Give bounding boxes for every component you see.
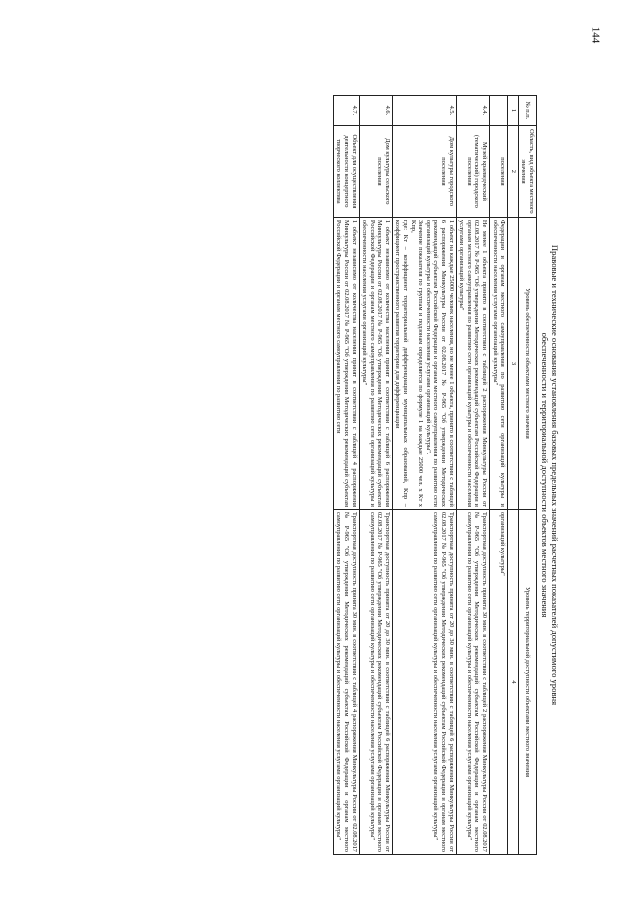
table-row [359, 96, 392, 855]
row-provision-cell [392, 217, 456, 509]
row-name: Объект для осуществления деятельности концертного творческого коллектива [333, 125, 359, 217]
row-access: Транспортная доступность принята 30 мин. в соответствии с таблицей 4 распоряжения Минкультуры России от 02.08.2017 № Р-965 "Об утверждении Методических рекомендаций субъектам Российской Федерации и органам местного самоуправления по развитию сети организаций культуры и обеспеченности населения услугами организаций культуры" [333, 509, 359, 854]
row-access: Транспортная доступность принята от 20 до 30 мин. в соответствии с таблицей 6 распоряжения Минкультуры России от 02.08.2017 № Р-965 "Об утверждении Методических рекомендаций субъектам Российской Федерации и органам местного самоуправления по развитию сети организаций культуры и обеспеченности населения услугами организаций культуры" [392, 509, 456, 854]
row-num: 4.5. [392, 96, 456, 126]
table-row [333, 96, 359, 855]
col-number: 4 [508, 509, 519, 854]
page-number-text: 144 [589, 26, 601, 44]
rotated-page-content [100, 95, 560, 855]
title-line-2: обеспеченности и территориальной доступности объектов местного значения [540, 332, 550, 618]
document-title [540, 95, 560, 855]
title-line-1: Правовые и технические основания установления базовых предельных значений расчетных показателей допустимого уровня [550, 244, 560, 706]
header-area: Область, вид объекта местного значения [518, 125, 536, 217]
row-num: 4.4. [456, 96, 489, 126]
header-num: № п.п. [518, 96, 536, 126]
row-num [490, 96, 508, 126]
page-number [585, 20, 605, 50]
row-num: 4.6. [359, 96, 392, 126]
table-row [456, 96, 489, 855]
document-body [90, 0, 570, 905]
row-provision: Федерации и органам местного самоуправления по развитию сети организаций культуры и обеспеченности населения услугами организаций культуры" [490, 217, 508, 509]
row-access: Транспортная доступность принята 30 мин. в соответствии с таблицей 2 распоряжения Минкультуры России от 02.08.2017 № Р-965 "Об утверждении Методических рекомендаций субъектам Российской Федерации и органам местного самоуправления по развитию сети организаций культуры и обеспеченности населения услугами организаций культуры" [456, 509, 489, 854]
col-number: 2 [508, 125, 519, 217]
col-number: 1 [508, 96, 519, 126]
row-provision: 1 объект независимо от количества населения принят в соответствии с таблицей 6 распоряжения Минкультуры России от 02.08.2017 № Р-965 "Об утверждении Методических рекомендаций субъектам Российской Федерации и органам местного самоуправления по развитию сети организаций культуры и обеспеченности населения услугами организаций культуры" [359, 217, 392, 509]
row-name: поселения [490, 125, 508, 217]
row-provision: 1 объект независимо от количества населения принят в соответствии с таблицей 4 распоряжения Минкультуры России от 02.08.2017 № Р-965 "Об утверждении Методических рекомендаций субъектам Российской Федерации и органам местного самоуправления по развитию сети [333, 217, 359, 509]
row-name: Музей краеведческий (тематический) городского поселения [456, 125, 489, 217]
row-provision: Не менее 1 объекта принято в соответствии с таблицей 2 распоряжения Минкультуры России от 02.08.2017 № Р-965 "Об утверждении Методических рекомендаций субъектам Российской Федерации и органам местного самоуправления по развитию сети организаций культуры и обеспеченности населения услугами организаций культуры" [456, 217, 489, 509]
row-access: Транспортная доступность принята от 20 до 30 мин. в соответствии с таблицей 6 распоряжения Минкультуры России от 02.08.2017 № Р-965 "Об утверждении Методических рекомендаций субъектам Российской Федерации и органам местного самоуправления по развитию сети организаций культуры и обеспеченности населения услугами организаций культуры" [359, 509, 392, 854]
row-num: 4.7. [333, 96, 359, 126]
row-provision-where: где: Kт – коэффициент территориальной дифференциации муниципальных образований, Kпр – коэффициент пространственного развития территории для дифференциации [394, 219, 410, 507]
table-row [392, 96, 456, 855]
row-name: Дом культуры городского поселения [392, 125, 456, 217]
table-row [490, 96, 508, 855]
row-provision: 1 объект на каждые 25000 человек населения, но не менее 1 объекта, принято в соответствии с таблицей 6 распоряжения Минкультуры России от 02.08.2017 № Р-965 "Об утверждении Методических рекомендаций субъектам Российской Федерации и органам местного самоуправления по развитию сети организаций культуры и обеспеченности населения услугами организаций культуры". [424, 219, 455, 507]
header-access: Уровень территориальной доступности объектами местного значения [518, 509, 536, 854]
col-number: 3 [508, 217, 519, 509]
standards-table [333, 95, 537, 855]
table-header-row [518, 96, 536, 855]
row-access: организаций культуры" [490, 509, 508, 854]
header-provision: Уровень обеспеченности объектами местного значения [518, 217, 536, 509]
row-provision-formula: Значение показателя по группам и подзонам определяется по формуле 1 на каждые 25000 чел. х Kт х Kпр, [409, 219, 425, 507]
row-name: Дом культуры сельского поселения [359, 125, 392, 217]
column-numbers-row [508, 96, 519, 855]
